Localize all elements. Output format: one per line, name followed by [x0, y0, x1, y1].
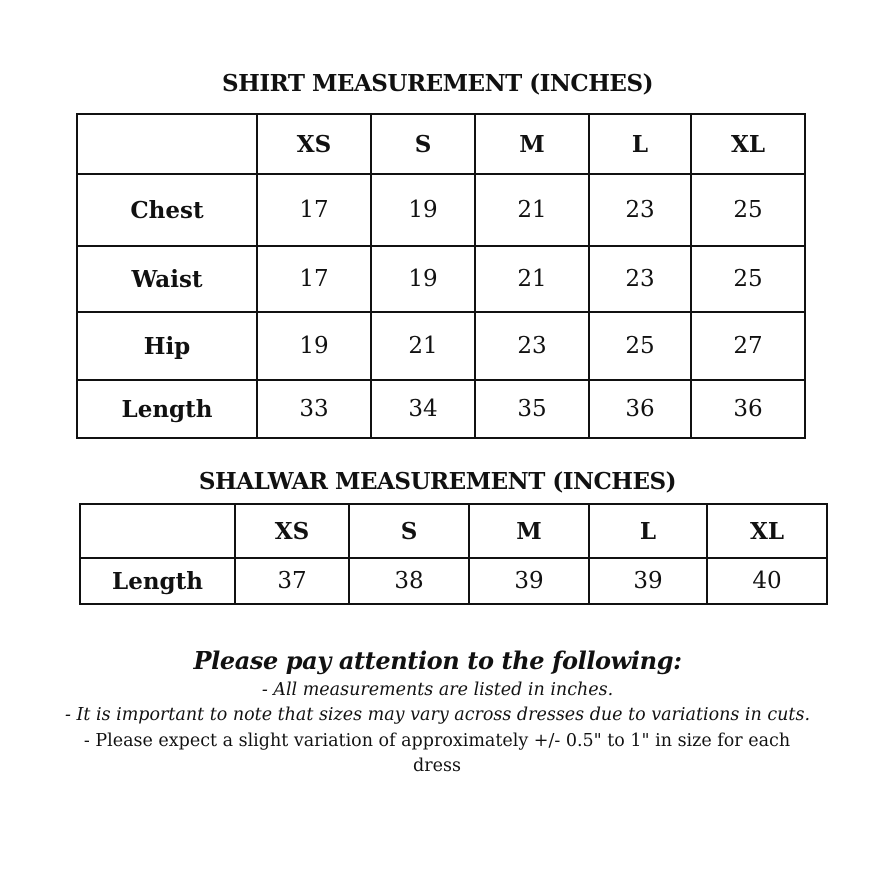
note-item: - Please expect a slight variation of approximately +/- 0.5" to 1" in size for each dress — [83, 731, 791, 776]
note-item: - All measurements are listed in inches. — [261, 680, 614, 700]
shalwar-measurement-table — [79, 503, 828, 605]
table-cell: 21 — [475, 174, 589, 246]
table-cell: 23 — [589, 174, 691, 246]
table-row — [77, 174, 805, 246]
shirt-measurement-table — [76, 113, 806, 439]
table-header-row — [77, 114, 805, 174]
table-cell: 36 — [589, 380, 691, 438]
table-cell: 39 — [589, 558, 707, 604]
row-label: Chest — [77, 174, 257, 246]
table-cell: 40 — [707, 558, 827, 604]
size-header: XL — [691, 114, 805, 174]
size-header: M — [469, 504, 589, 558]
table-cell: 39 — [469, 558, 589, 604]
table-cell: 19 — [371, 246, 475, 312]
corner-cell — [80, 504, 235, 558]
size-header: M — [475, 114, 589, 174]
size-header: XS — [235, 504, 349, 558]
table-row — [77, 312, 805, 380]
size-header: XL — [707, 504, 827, 558]
row-label: Waist — [77, 246, 257, 312]
size-header: L — [589, 504, 707, 558]
shalwar-table-title: SHALWAR MEASUREMENT (INCHES) — [198, 468, 677, 495]
table-cell: 35 — [475, 380, 589, 438]
table-cell: 19 — [257, 312, 371, 380]
size-header: S — [349, 504, 469, 558]
table-cell: 25 — [691, 174, 805, 246]
table-cell: 25 — [691, 246, 805, 312]
table-cell: 23 — [475, 312, 589, 380]
table-cell: 17 — [257, 174, 371, 246]
table-row — [80, 558, 827, 604]
row-label: Length — [77, 380, 257, 438]
table-cell: 23 — [589, 246, 691, 312]
table-cell: 36 — [691, 380, 805, 438]
corner-cell — [77, 114, 257, 174]
table-cell: 25 — [589, 312, 691, 380]
table-cell: 33 — [257, 380, 371, 438]
notes-heading: Please pay attention to the following: — [193, 646, 682, 675]
table-cell: 21 — [371, 312, 475, 380]
row-label: Length — [80, 558, 235, 604]
table-cell: 37 — [235, 558, 349, 604]
size-header: L — [589, 114, 691, 174]
table-row — [77, 380, 805, 438]
note-item: - It is important to note that sizes may vary across dresses due to variations in cuts. — [64, 705, 811, 725]
table-header-row — [80, 504, 827, 558]
size-header: XS — [257, 114, 371, 174]
table-cell: 38 — [349, 558, 469, 604]
table-cell: 17 — [257, 246, 371, 312]
table-cell: 27 — [691, 312, 805, 380]
shirt-table-title: SHIRT MEASUREMENT (INCHES) — [222, 70, 653, 97]
row-label: Hip — [77, 312, 257, 380]
table-cell: 21 — [475, 246, 589, 312]
table-cell: 34 — [371, 380, 475, 438]
table-row — [77, 246, 805, 312]
table-cell: 19 — [371, 174, 475, 246]
size-header: S — [371, 114, 475, 174]
